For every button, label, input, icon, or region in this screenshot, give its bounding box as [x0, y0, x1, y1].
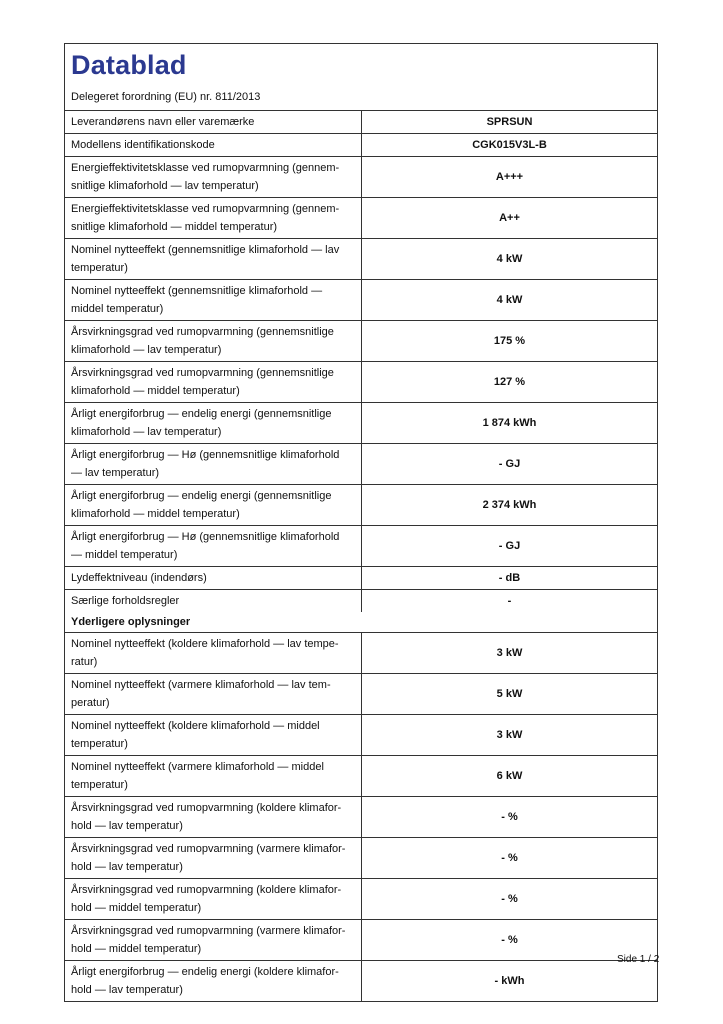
table-row: [65, 198, 657, 239]
table-row: [65, 797, 657, 838]
row-value: A++: [499, 212, 520, 224]
table-row: [65, 920, 657, 961]
row-label: Årligt energiforbrug — endelig energi (koldere klimafor- hold — lav temperatur): [65, 961, 362, 1001]
row-label: Årsvirkningsgrad ved rumopvarmning (varmere klimafor- hold — lav temperatur): [65, 838, 362, 878]
row-label: Årligt energiforbrug — endelig energi (gennemsnitlige klimaforhold — middel temperatur): [65, 485, 362, 525]
row-value: SPRSUN: [486, 116, 533, 128]
row-value: - %: [501, 852, 518, 864]
row-label: Årligt energiforbrug — Hø (gennemsnitlige klimaforhold — middel temperatur): [65, 526, 362, 566]
row-value: 4 kW: [496, 294, 523, 306]
table-row: [65, 280, 657, 321]
row-label: Energieffektivitetsklasse ved rumopvarmning (gennem- snitlige klimaforhold — lav temperatur): [65, 157, 362, 197]
row-value: 3 kW: [496, 647, 523, 659]
row-label: Nominel nytteeffekt (varmere klimaforhold — lav tem- peratur): [65, 674, 362, 714]
row-value: - GJ: [498, 458, 521, 470]
row-label: Årligt energiforbrug — endelig energi (gennemsnitlige klimaforhold — lav temperatur): [65, 403, 362, 443]
row-label: Nominel nytteeffekt (varmere klimaforhold — middel temperatur): [65, 756, 362, 796]
row-value: 127 %: [493, 376, 526, 388]
row-label: Energieffektivitetsklasse ved rumopvarmning (gennem- snitlige klimaforhold — middel temperatur): [65, 198, 362, 238]
table-row: [65, 756, 657, 797]
table-row: [65, 403, 657, 444]
row-value: -: [507, 595, 512, 607]
table-row: [65, 715, 657, 756]
table-row: [65, 111, 657, 134]
page-number: Side 1 / 2: [617, 954, 660, 965]
table-row: [65, 444, 657, 485]
regulation-subtitle: Delegeret forordning (EU) nr. 811/2013: [71, 91, 261, 103]
row-value: - kWh: [494, 975, 525, 987]
row-value: CGK015V3L-B: [472, 139, 547, 151]
row-label: Årligt energiforbrug — Hø (gennemsnitlige klimaforhold — lav temperatur): [65, 444, 362, 484]
row-label: Årsvirkningsgrad ved rumopvarmning (koldere klimafor- hold — middel temperatur): [65, 879, 362, 919]
table-row: [65, 134, 657, 157]
datasheet-table: [64, 43, 658, 1002]
table-row: [65, 526, 657, 567]
row-label: Årsvirkningsgrad ved rumopvarmning (koldere klimafor- hold — lav temperatur): [65, 797, 362, 837]
table-row: [65, 633, 657, 674]
table-row: [65, 961, 657, 1001]
row-value: - GJ: [498, 540, 521, 552]
rows-more: [65, 633, 660, 1001]
datasheet-header: [65, 44, 657, 111]
table-row: [65, 674, 657, 715]
row-value: - %: [501, 934, 518, 946]
row-value: 3 kW: [496, 729, 523, 741]
row-value: 4 kW: [496, 253, 523, 265]
table-row: [65, 485, 657, 526]
rows-top: [65, 111, 657, 612]
row-label: Nominel nytteeffekt (koldere klimaforhold — middel temperatur): [65, 715, 362, 755]
row-value: 2 374 kWh: [482, 499, 537, 511]
row-value: 6 kW: [496, 770, 523, 782]
row-label: Nominel nytteeffekt (gennemsnitlige klimaforhold — lav temperatur): [65, 239, 362, 279]
row-label: Nominel nytteeffekt (gennemsnitlige klimaforhold — middel temperatur): [65, 280, 362, 320]
row-label: Modellens identifikationskode: [65, 134, 362, 156]
page-title: Datablad: [71, 50, 187, 80]
row-label: Lydeffektniveau (indendørs): [65, 567, 362, 589]
row-value: 1 874 kWh: [482, 417, 537, 429]
row-value: - dB: [498, 572, 521, 584]
row-label: Særlige forholdsregler: [65, 590, 362, 612]
row-label: Årsvirkningsgrad ved rumopvarmning (gennemsnitlige klimaforhold — middel temperatur): [65, 362, 362, 402]
row-value: 175 %: [493, 335, 526, 347]
row-label: Leverandørens navn eller varemærke: [65, 111, 362, 133]
section-heading: Yderligere oplysninger: [65, 612, 657, 633]
table-row: [65, 838, 657, 879]
table-row: [65, 590, 657, 612]
table-row: [65, 239, 657, 280]
row-label: Nominel nytteeffekt (koldere klimaforhold — lav tempe- ratur): [65, 633, 362, 673]
table-row: [65, 321, 657, 362]
row-value: - %: [501, 893, 518, 905]
table-row: [65, 567, 657, 590]
row-value: - %: [501, 811, 518, 823]
row-value: A+++: [495, 171, 524, 183]
row-label: Årsvirkningsgrad ved rumopvarmning (gennemsnitlige klimaforhold — lav temperatur): [65, 321, 362, 361]
row-label: Årsvirkningsgrad ved rumopvarmning (varmere klimafor- hold — middel temperatur): [65, 920, 362, 960]
row-value: 5 kW: [496, 688, 523, 700]
table-row: [65, 157, 657, 198]
table-row: [65, 879, 657, 920]
table-row: [65, 362, 657, 403]
